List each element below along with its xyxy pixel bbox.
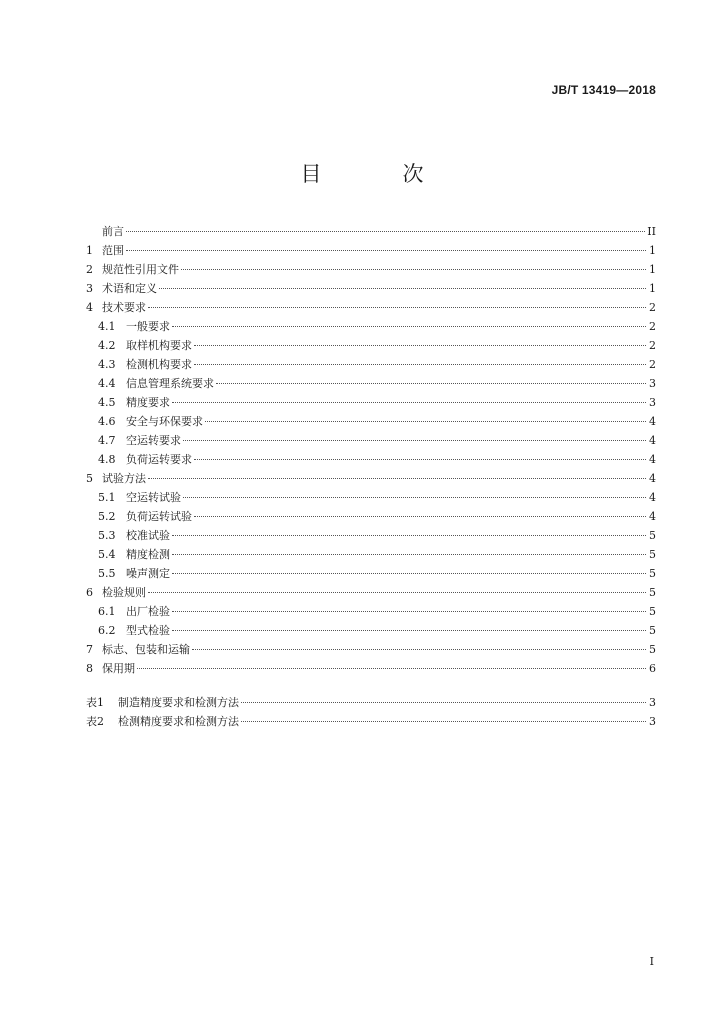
toc-entry[interactable] — [86, 317, 656, 336]
dot-leader — [126, 230, 645, 232]
toc-entry-number: 表2 — [86, 715, 104, 728]
toc-entry-page: 5 — [649, 586, 656, 599]
dot-leader — [172, 325, 646, 327]
toc-entry-label: 前言 — [102, 225, 124, 238]
dot-leader — [194, 515, 646, 517]
toc-entry-page: 2 — [649, 320, 656, 333]
page-number: I — [649, 955, 654, 968]
toc-entry-label: 负荷运转要求 — [126, 453, 192, 466]
toc-entry-page: 4 — [649, 472, 656, 485]
toc-entry-label: 制造精度要求和检测方法 — [118, 696, 239, 709]
toc-entry-page: 3 — [649, 377, 656, 390]
toc-entry-page: 5 — [649, 643, 656, 656]
toc-entry-number: 5.2 — [98, 510, 116, 523]
toc-entry-page: 3 — [649, 396, 656, 409]
toc-entry-label: 负荷运转试验 — [126, 510, 192, 523]
toc-entry-page: 2 — [649, 301, 656, 314]
toc-entry[interactable] — [86, 260, 656, 279]
dot-leader — [159, 287, 646, 289]
toc-entry-label: 精度要求 — [126, 396, 170, 409]
toc-entry-number: 8 — [86, 662, 93, 675]
toc-entry-page: 5 — [649, 624, 656, 637]
dot-leader — [126, 249, 646, 251]
dot-leader — [172, 629, 646, 631]
dot-leader — [172, 553, 646, 555]
dot-leader — [137, 667, 646, 669]
toc-entry-page: 6 — [649, 662, 656, 675]
toc-entry-label: 标志、包装和运输 — [102, 643, 190, 656]
toc-entry[interactable] — [86, 298, 656, 317]
toc-entry-number: 5.4 — [98, 548, 116, 561]
toc-entry-page: 4 — [649, 453, 656, 466]
toc-entry-number: 5.5 — [98, 567, 116, 580]
toc-entry-label: 一般要求 — [126, 320, 170, 333]
toc-entry-page: 3 — [649, 696, 656, 709]
dot-leader — [148, 477, 646, 479]
toc-entry-label: 术语和定义 — [102, 282, 157, 295]
dot-leader — [181, 268, 646, 270]
toc-entry-number: 6.1 — [98, 605, 116, 618]
toc-entry-label: 规范性引用文件 — [102, 263, 179, 276]
toc-entry[interactable] — [86, 336, 656, 355]
dot-leader — [194, 344, 646, 346]
toc-entry-label: 检验规则 — [102, 586, 146, 599]
toc-entry-page: 4 — [649, 491, 656, 504]
toc-entry-number: 6.2 — [98, 624, 116, 637]
toc-entry-label: 型式检验 — [126, 624, 170, 637]
toc-entry[interactable] — [86, 450, 656, 469]
toc-entry-label: 取样机构要求 — [126, 339, 192, 352]
toc-entry-number: 4.4 — [98, 377, 116, 390]
dot-leader — [172, 401, 646, 403]
toc-entry-number: 4.5 — [98, 396, 116, 409]
toc-entry-number: 4.6 — [98, 415, 116, 428]
toc-entry[interactable] — [86, 712, 656, 731]
toc-entry[interactable] — [86, 507, 656, 526]
toc-entry-label: 检测精度要求和检测方法 — [118, 715, 239, 728]
toc-entry[interactable] — [86, 374, 656, 393]
dot-leader — [241, 720, 646, 722]
toc-entry-label: 精度检测 — [126, 548, 170, 561]
toc-entry-label: 校准试验 — [126, 529, 170, 542]
dot-leader — [148, 591, 646, 593]
toc-entry-label: 保用期 — [102, 662, 135, 675]
toc-entry-page: 1 — [649, 263, 656, 276]
dot-leader — [241, 701, 646, 703]
toc-entry-number: 6 — [86, 586, 93, 599]
toc-entry-label: 信息管理系统要求 — [126, 377, 214, 390]
dot-leader — [192, 648, 646, 650]
toc-entry-page: 4 — [649, 510, 656, 523]
dot-leader — [172, 572, 646, 574]
standard-code: JB/T 13419—2018 — [551, 83, 656, 97]
table-list — [86, 693, 656, 731]
toc-entry[interactable] — [86, 583, 656, 602]
toc-entry[interactable] — [86, 659, 656, 678]
toc-entry-page: 5 — [649, 605, 656, 618]
toc-entry-page: 5 — [649, 567, 656, 580]
toc-entry-number: 5.3 — [98, 529, 116, 542]
toc-entry[interactable] — [86, 602, 656, 621]
toc-entries — [86, 222, 656, 678]
toc-entry-label: 技术要求 — [102, 301, 146, 314]
toc-entry-number: 4 — [86, 301, 93, 314]
dot-leader — [183, 496, 646, 498]
toc-entry[interactable] — [86, 222, 656, 241]
toc-entry-label: 范围 — [102, 244, 124, 257]
dot-leader — [183, 439, 646, 441]
toc-entry-number: 5.1 — [98, 491, 116, 504]
toc-entry[interactable] — [86, 355, 656, 374]
toc-entry-page: 5 — [649, 529, 656, 542]
toc-entry-number: 4.3 — [98, 358, 116, 371]
toc-entry[interactable] — [86, 564, 656, 583]
toc-entry[interactable] — [86, 545, 656, 564]
toc-entry-label: 空运转试验 — [126, 491, 181, 504]
toc-entry[interactable] — [86, 241, 656, 260]
toc-entry-label: 安全与环保要求 — [126, 415, 203, 428]
dot-leader — [194, 363, 646, 365]
toc-entry[interactable] — [86, 279, 656, 298]
toc-title: 目 次 — [300, 162, 454, 186]
toc-entry-number: 4.2 — [98, 339, 116, 352]
toc-entry-page: 1 — [649, 244, 656, 257]
toc-entry-page: 4 — [649, 415, 656, 428]
toc-entry-page: II — [647, 225, 656, 238]
dot-leader — [172, 610, 646, 612]
toc-entry-label: 噪声测定 — [126, 567, 170, 580]
dot-leader — [194, 458, 646, 460]
toc-entry-number: 4.1 — [98, 320, 116, 333]
toc-entry-page: 5 — [649, 548, 656, 561]
toc-entry-number: 表1 — [86, 696, 104, 709]
toc-entry-page: 3 — [649, 715, 656, 728]
toc-entry[interactable] — [86, 431, 656, 450]
toc-entry[interactable] — [86, 488, 656, 507]
toc-entry[interactable] — [86, 621, 656, 640]
toc-entry[interactable] — [86, 393, 656, 412]
toc-entry-number: 4.8 — [98, 453, 116, 466]
table-of-contents — [86, 222, 656, 731]
dot-leader — [148, 306, 646, 308]
toc-entry-number: 2 — [86, 263, 93, 276]
toc-entry[interactable] — [86, 469, 656, 488]
toc-entry-page: 2 — [649, 358, 656, 371]
toc-entry-label: 检测机构要求 — [126, 358, 192, 371]
toc-entry-number: 7 — [86, 643, 93, 656]
toc-entry-label: 试验方法 — [102, 472, 146, 485]
toc-entry-number: 3 — [86, 282, 93, 295]
toc-entry[interactable] — [86, 412, 656, 431]
toc-entry[interactable] — [86, 693, 656, 712]
toc-entry[interactable] — [86, 526, 656, 545]
toc-entry-label: 出厂检验 — [126, 605, 170, 618]
toc-entry-number: 4.7 — [98, 434, 116, 447]
toc-entry-page: 2 — [649, 339, 656, 352]
toc-spacer — [86, 678, 656, 693]
dot-leader — [205, 420, 646, 422]
toc-entry-number: 5 — [86, 472, 93, 485]
toc-entry[interactable] — [86, 640, 656, 659]
dot-leader — [216, 382, 646, 384]
toc-entry-number: 1 — [86, 244, 93, 257]
toc-entry-label: 空运转要求 — [126, 434, 181, 447]
toc-entry-page: 4 — [649, 434, 656, 447]
dot-leader — [172, 534, 646, 536]
toc-entry-page: 1 — [649, 282, 656, 295]
